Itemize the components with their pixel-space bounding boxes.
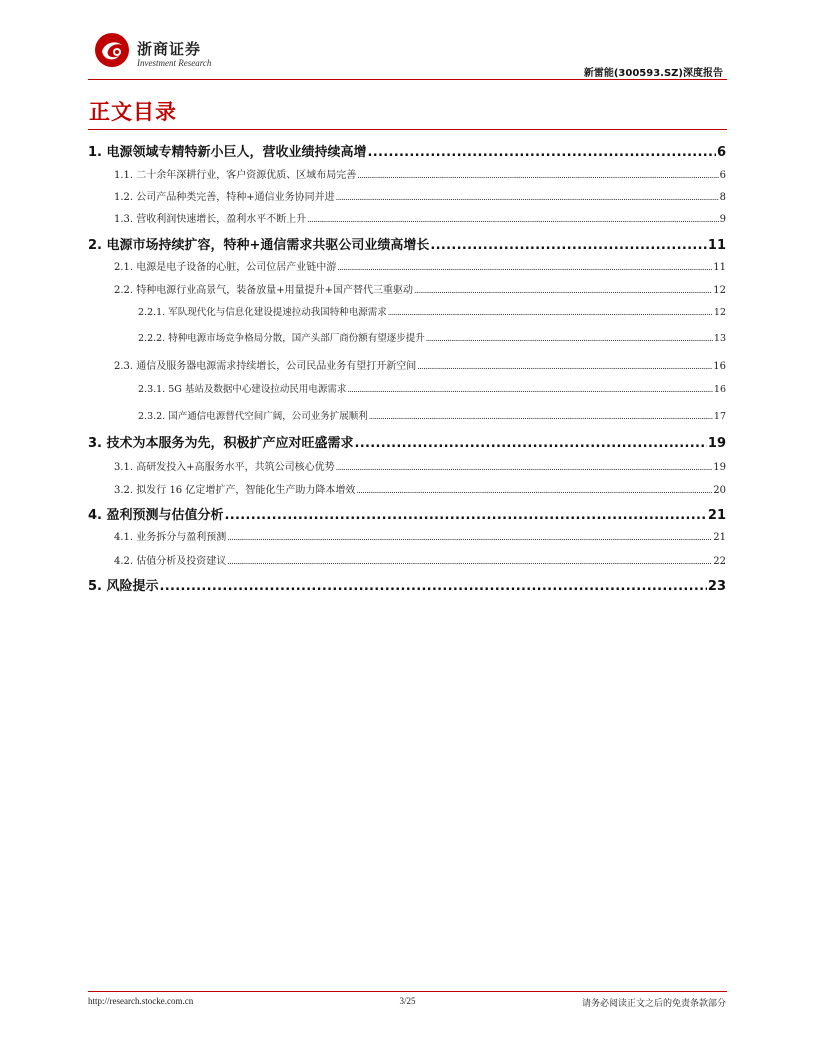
toc-entry-page: 19 <box>707 436 726 451</box>
toc-entry[interactable] <box>88 357 726 372</box>
toc-entry-title: 4.1. 业务拆分与盈利预测 <box>114 532 227 543</box>
toc-entry-page: 19 <box>713 462 726 473</box>
toc-leader-dots <box>388 308 713 317</box>
toc-entry-page: 16 <box>713 384 726 395</box>
toc-entry-page: 9 <box>719 214 726 225</box>
toc-entry[interactable] <box>88 281 726 296</box>
toc-leader-dots <box>227 557 712 566</box>
toc-entry-page: 21 <box>707 508 726 523</box>
toc-entry-page: 6 <box>719 170 726 181</box>
toc-leader-dots <box>356 486 712 495</box>
page-number: 3/25 <box>399 996 416 1006</box>
toc-leader-dots <box>337 263 712 272</box>
toc-leader-dots <box>336 463 713 472</box>
toc-entry-title: 2.3.2. 国产通信电源替代空间广阔，公司业务扩展顺利 <box>138 411 368 422</box>
toc-entry[interactable] <box>88 188 726 203</box>
zheshang-logo-icon <box>92 30 132 70</box>
toc-leader-dots <box>414 286 712 295</box>
toc-entry-title: 3. 技术为本服务为先，积极扩产应对旺盛需求 <box>88 436 354 451</box>
page-title: 正文目录 <box>89 100 177 124</box>
toc-entry-title: 1.1. 二十余年深耕行业，客户资源优质、区域布局完善 <box>114 170 357 181</box>
toc-entry[interactable] <box>88 552 726 567</box>
toc-entry-page: 13 <box>713 333 726 344</box>
toc-leader-dots <box>336 193 719 202</box>
toc-entry-title: 4. 盈利预测与估值分析 <box>88 508 224 523</box>
toc-leader-dots <box>347 385 713 394</box>
toc-entry[interactable] <box>88 381 726 395</box>
toc-entry[interactable] <box>88 408 726 422</box>
toc-entry-title: 2.2.1. 军队现代化与信息化建设提速拉动我国特种电源需求 <box>138 307 387 318</box>
toc-entry-title: 2. 电源市场持续扩容，特种+通信需求共驱公司业绩高增长 <box>88 238 430 253</box>
toc-entry[interactable] <box>88 304 726 318</box>
toc-entry-page: 23 <box>707 579 726 594</box>
brand-subtitle: Investment Research <box>137 58 212 68</box>
toc-entry[interactable] <box>88 504 726 523</box>
toc-entry-page: 17 <box>713 411 726 422</box>
toc-entry-title: 3.2. 拟发行 16 亿定增扩产，智能化生产助力降本增效 <box>114 485 356 496</box>
toc-entry[interactable] <box>88 432 726 451</box>
toc-entry-page: 12 <box>713 285 726 296</box>
toc-leader-dots <box>307 215 718 224</box>
toc-entry-page: 11 <box>707 238 726 253</box>
toc-entry-title: 5. 风险提示 <box>88 579 159 594</box>
toc-entry-title: 4.2. 估值分析及投资建议 <box>114 556 227 567</box>
toc-leader-dots <box>430 238 707 253</box>
toc-entry-page: 20 <box>713 485 726 496</box>
footer-rule <box>88 991 727 992</box>
toc-entry[interactable] <box>88 141 726 160</box>
toc-entry[interactable] <box>88 330 726 344</box>
toc-entry-title: 2.2.2. 特种电源市场竞争格局分散，国产头部厂商份额有望逐步提升 <box>138 333 425 344</box>
title-rule <box>88 129 727 130</box>
toc-entry[interactable] <box>88 166 726 181</box>
toc-leader-dots <box>369 412 713 421</box>
toc-entry-page: 16 <box>713 361 726 372</box>
footer-url[interactable]: http://research.stocke.com.cn <box>88 996 194 1006</box>
toc-entry-title: 2.3. 通信及服务器电源需求持续增长，公司民品业务有望打开新空间 <box>114 361 417 372</box>
report-tag: 新雷能(300593.SZ)深度报告 <box>583 68 723 79</box>
toc-entry[interactable] <box>88 458 726 473</box>
toc-entry-title: 2.2. 特种电源行业高景气，装备放量+用量提升+国产替代三重驱动 <box>114 285 414 296</box>
toc-entry-page: 21 <box>713 532 726 543</box>
toc-entry-page: 11 <box>713 262 726 273</box>
toc-entry[interactable] <box>88 258 726 273</box>
toc-entry[interactable] <box>88 234 726 253</box>
toc-entry-page: 6 <box>716 145 726 160</box>
toc-entry-title: 3.1. 高研发投入+高服务水平，共筑公司核心优势 <box>114 462 335 473</box>
toc-entry-title: 2.1. 电源是电子设备的心脏，公司位居产业链中游 <box>114 262 337 273</box>
toc-entry-title: 1.2. 公司产品种类完善，特种+通信业务协同并进 <box>114 192 335 203</box>
toc-leader-dots <box>225 508 707 523</box>
toc-entry-page: 12 <box>713 307 726 318</box>
toc-entry-title: 1.3. 营收利润快速增长，盈利水平不断上升 <box>114 214 307 225</box>
toc-entry-page: 8 <box>719 192 726 203</box>
toc-leader-dots <box>417 362 712 371</box>
toc-leader-dots <box>357 171 718 180</box>
toc-leader-dots <box>160 579 707 594</box>
toc-entry-title: 2.3.1. 5G 基站及数据中心建设拉动民用电源需求 <box>138 384 347 395</box>
footer-disclaimer: 请务必阅读正文之后的免责条款部分 <box>581 999 726 1009</box>
toc-entry[interactable] <box>88 481 726 496</box>
toc-leader-dots <box>368 145 716 160</box>
toc-entry-title: 1. 电源领域专精特新小巨人，营收业绩持续高增 <box>88 145 367 160</box>
toc-leader-dots <box>227 533 712 542</box>
brand-name: 浙商证券 <box>137 40 202 58</box>
toc-leader-dots <box>355 436 707 451</box>
toc-entry[interactable] <box>88 528 726 543</box>
toc-entry-page: 22 <box>713 556 726 567</box>
toc-entry[interactable] <box>88 210 726 225</box>
header-rule <box>88 79 727 80</box>
toc-entry[interactable] <box>88 575 726 594</box>
toc-leader-dots <box>426 334 713 343</box>
